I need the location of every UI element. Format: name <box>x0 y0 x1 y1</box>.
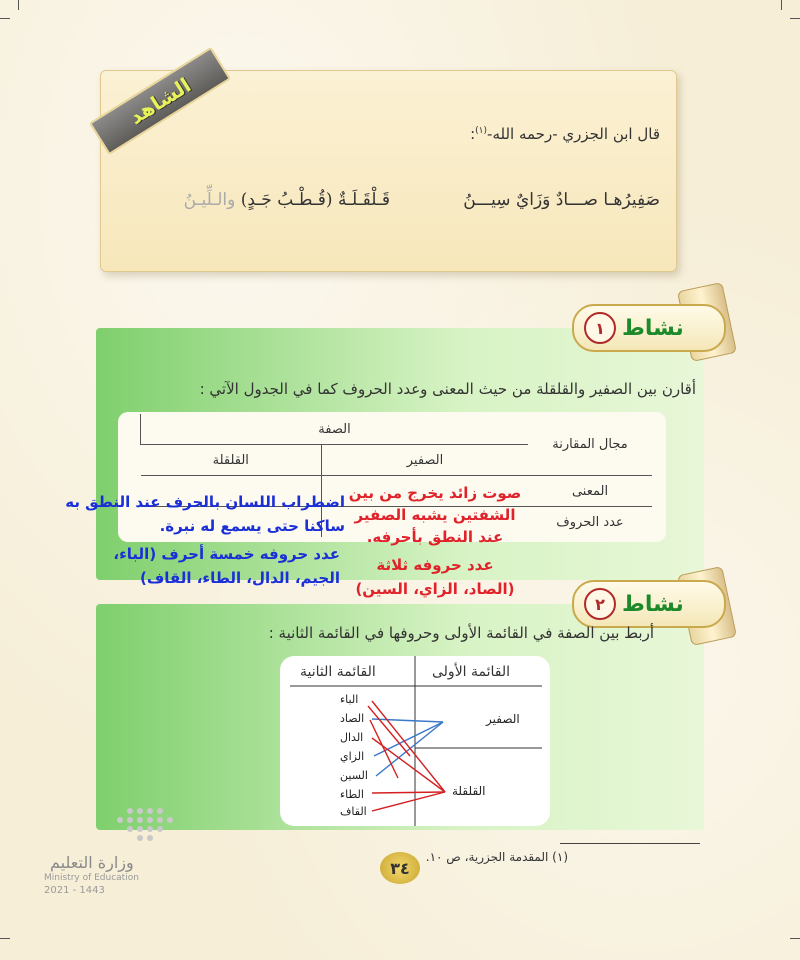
crop-mark <box>18 0 19 10</box>
activity2-instruction: أربط بين الصفة في القائمة الأولى وحروفها في القائمة الثانية : <box>268 624 654 642</box>
answer-safir-count-line2: (الصاد، الزاي، السين) <box>355 580 515 598</box>
shahid-ribbon-label: الشاهد <box>124 72 196 130</box>
list2-item-dal: الدال <box>340 731 364 744</box>
ministry-year: 2021 - 1443 <box>44 885 105 896</box>
footnote: (١) المقدمة الجزرية، ص ١٠. <box>425 850 568 864</box>
shahid-intro-end: : <box>470 125 476 143</box>
list1-item-safir: الصفير <box>486 712 520 726</box>
list2-title: القائمة الثانية <box>300 664 376 680</box>
crop-mark <box>0 18 10 19</box>
answer-qalqala-count: عدد حروفه خمسة أحرف (الباء، الجيم، الدال، الطاء، القاف) <box>113 545 340 587</box>
page-number-ornament <box>355 845 445 891</box>
answer-qalqala-meaning: اضطراب اللسان بالحرف عند النطق به ساكنا حتى يسمع له نبرة. <box>65 493 345 535</box>
list2-item-ba: الباء <box>340 693 359 706</box>
activity2-badge <box>572 580 726 628</box>
row-count-label: عدد الحروف <box>556 514 624 530</box>
col-safir-header: الصفير <box>322 445 529 476</box>
crop-mark <box>790 18 800 19</box>
matching-lines-svg <box>280 656 550 826</box>
verse-first-hemistich: صَفِيرُهـا صـــادٌ وَزَايٌ سِيـــنُ <box>463 190 660 210</box>
qalqala-link-lines <box>368 701 445 811</box>
list2-item-ta: الطاء <box>340 788 364 801</box>
verse-second-grey: والـلِّيـنُ <box>183 190 236 210</box>
link-safir-sad <box>372 719 443 722</box>
activity1-badge <box>572 304 726 352</box>
verse-second-hemistich <box>184 190 390 210</box>
list2-item-sin: السين <box>340 769 368 782</box>
footnote-separator <box>560 843 700 844</box>
shahid-intro-ref: (١) <box>475 126 488 136</box>
activity2-number: ٢ <box>584 588 616 620</box>
activity1-instruction: أقارن بين الصفير والقلقلة من حيث المعنى وعدد الحروف كما في الجدول الآتي : <box>199 380 696 398</box>
shahid-intro-text: قال ابن الجزري -رحمه الله- <box>487 125 660 143</box>
list1-item-qalqala: القلقلة <box>452 784 486 798</box>
list2-item-qaf: القاف <box>340 805 367 818</box>
page-number: ٣٤ <box>380 852 420 884</box>
answer-safir-count-line1: عدد حروفه ثلاثة <box>376 556 494 574</box>
ministry-dots-icon <box>70 805 190 845</box>
link-qalqala-ta <box>372 792 445 793</box>
ministry-logo <box>40 805 190 895</box>
link-qalqala-qaf <box>372 792 445 811</box>
row-meaning-label: المعنى <box>528 476 652 507</box>
crop-mark <box>781 0 782 10</box>
list2-item-sad: الصاد <box>340 712 365 725</box>
col-group-header: الصفة <box>141 414 529 445</box>
activity1-number: ١ <box>584 312 616 344</box>
verse-second-main: قَـلْقَـلَـةٌ (قُـطْـبُ جَـدٍ) <box>240 190 390 210</box>
list2-item-zay: الزاي <box>340 750 365 763</box>
answer-safir-meaning: صوت زائد يخرج من بين الشفتين يشبه الصفير عند النطق بأحرفه. <box>348 484 522 546</box>
crop-mark <box>790 938 800 939</box>
list1-title: القائمة الأولى <box>432 664 511 680</box>
col-field-header: مجال المقارنة <box>528 414 652 476</box>
shahid-intro <box>470 125 660 143</box>
activity2-label: نشاط <box>622 591 684 617</box>
ministry-name-en: Ministry of Education <box>44 873 139 883</box>
ministry-name-ar: وزارة التعليم <box>50 853 134 872</box>
activity1-label: نشاط <box>622 315 684 341</box>
col-qalqala-header: القلقلة <box>141 445 322 476</box>
crop-mark <box>0 938 10 939</box>
